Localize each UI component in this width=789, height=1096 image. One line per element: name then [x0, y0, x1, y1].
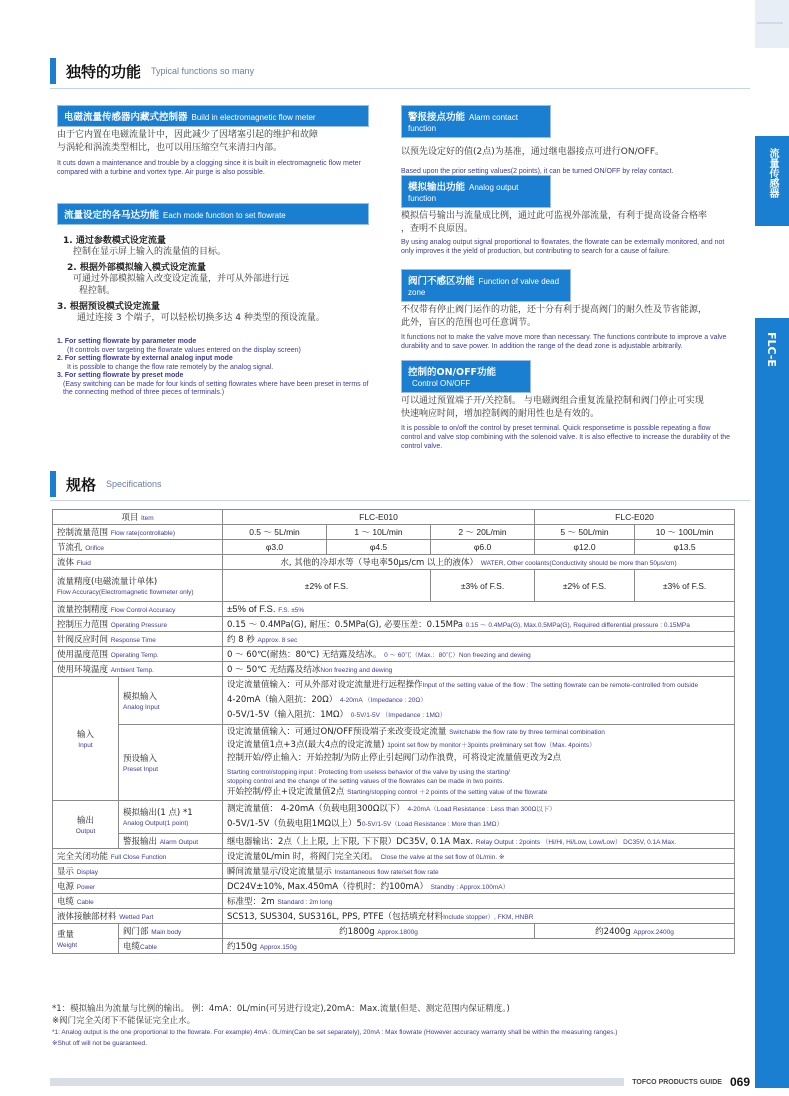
- cell-zh: 输出: [76, 815, 94, 826]
- weight-valve-label: [119, 924, 223, 939]
- side-tab-product-label: 流量传感器: [767, 148, 778, 198]
- cell-en: 0-5V/1-5V （Impedance : 1MΩ）: [350, 712, 447, 719]
- cell-zh: 显示: [57, 867, 75, 877]
- cell-en: Flow Accuracy(Electromagnetic flowmeter only): [57, 588, 194, 596]
- cell: 2 ～ 20L/min: [431, 525, 535, 540]
- table-row: [53, 939, 735, 954]
- mode-3-en-title: 3. For setting flowrate by preset mode: [57, 372, 184, 379]
- table-row: [53, 570, 735, 602]
- box-text-zh-2: 快速响应时间，增加控制阀的耐用性也是有效的。: [401, 409, 600, 419]
- cell-zh: 流体: [57, 558, 75, 568]
- cell-en: Alarm Output: [159, 839, 199, 846]
- cell: [223, 834, 735, 849]
- page-footer: [50, 1076, 750, 1088]
- cell-zh: 0 ～ 50℃ 无结露及结冰: [227, 665, 321, 675]
- cell-zh: 阀门部: [123, 927, 149, 937]
- cell-en: Approx.2400g: [633, 929, 674, 936]
- cell-zh: 完全关闭功能: [57, 852, 109, 862]
- cell-zh: 警报输出: [123, 837, 158, 847]
- box-title-zh: 阀门不感区功能: [408, 276, 475, 287]
- cell-zh: 约150g: [227, 942, 258, 952]
- cell-zh: 继电器输出：2点（上上限, 上下限, 下下限）DC35V, 0.1A Max.: [227, 837, 474, 847]
- cell-zh: 0.15 ～ 0.4MPa(G), 耐压：0.5MPa(G), 必要压差：0.15MPa: [227, 620, 463, 630]
- specs-subtitle: Specifications: [106, 479, 162, 489]
- cell-zh: 测定流量值： 4-20mA（负载电阻300Ω以下）: [227, 804, 405, 814]
- analog-input-label: [119, 677, 223, 725]
- cell-en: 1point set flow by monitor＋3points preliminary set flow（Max. 4points）: [387, 742, 596, 749]
- specs-heading: [50, 471, 162, 497]
- cell: [223, 801, 735, 834]
- cell: [223, 617, 735, 632]
- cell-en: Include stopper）, FKM, HNBR: [443, 914, 534, 921]
- row-label: [53, 540, 223, 555]
- row-label: [53, 555, 223, 570]
- table-row: [53, 834, 735, 849]
- cell-en: Approx. 8 sec: [257, 637, 298, 644]
- cell-zh: 流量精度(电磁流量计单体): [57, 576, 158, 587]
- cell-zh: 使用温度范围: [57, 650, 109, 660]
- cell-en: Ambient Temp.: [110, 667, 154, 674]
- cell-zh: DC24V±10%, Max.450mA（待机时：约100mA）: [227, 882, 428, 892]
- box-title-en: Analog output function: [408, 183, 519, 203]
- preset-line-4: Starting control/stopping input : Protecting from useless behavior of the valve by using the starting/: [227, 769, 510, 776]
- cell: [223, 909, 735, 924]
- table-row: [53, 540, 735, 555]
- cell-en: Main body: [151, 929, 182, 936]
- cell: [223, 602, 735, 617]
- table-row: [53, 909, 735, 924]
- feature-box-title: [401, 360, 531, 393]
- cell-zh: 流量控制精度: [57, 605, 109, 615]
- box-title-zh: 电磁流量传感器内藏式控制器: [64, 112, 188, 123]
- cell-zh: 标准型：2m: [227, 897, 275, 907]
- mode-1-body: 控制在显示屏上输入的流量值的目标。: [73, 247, 227, 257]
- cell-en: Weight: [57, 941, 78, 949]
- cell-zh: 电缆: [57, 897, 75, 907]
- cell-zh: 电源: [57, 882, 75, 892]
- cell: φ3.0: [223, 540, 327, 555]
- cell-zh: 开始控制/停止+设定流量值2点: [227, 787, 345, 797]
- cell-zh: 0-5V/1-5V（负载电阻1MΩ以上）5: [227, 819, 362, 829]
- cell-zh: 设定流量值1点+3点(最大4点的设定流量): [227, 740, 385, 750]
- cell: [223, 632, 735, 647]
- cell: φ12.0: [535, 540, 635, 555]
- box-title-en: Alarm contact function: [408, 113, 518, 133]
- cell-en: Display: [76, 869, 99, 876]
- cell-zh: ±5% of F.S.: [227, 603, 276, 615]
- features-title: 独特的功能: [66, 62, 142, 81]
- feature-box-title: [401, 175, 551, 208]
- cell-zh: 设定流量值输入：可通过ON/OFF预设端子来改变设定流量: [227, 727, 447, 737]
- preset-line-3: [227, 752, 730, 764]
- cell-en: Non freezing and dewing: [320, 667, 393, 674]
- cell: 0.5 ～ 5L/min: [223, 525, 327, 540]
- cell-en: 4-20mA（Load Resistance : Less than 300Ω以下）: [407, 806, 556, 813]
- table-row: [53, 801, 735, 834]
- cell-zh: 预设输入: [123, 753, 158, 764]
- box-text-en: It functions not to make the valve move more than necessary. The functions contribute to improve a valve durability and to save power. In addition the range of the dead zone is adjustable arbitrarily.: [401, 334, 727, 350]
- table-row: [53, 555, 735, 570]
- cell-en: Output: [75, 827, 96, 835]
- footnote-2-zh: ※阀门完全关闭下不能保证完全止水。: [52, 1016, 196, 1026]
- table-row: [53, 924, 735, 939]
- alarm-output-label: [119, 834, 223, 849]
- input-label: [53, 677, 119, 801]
- cell-en: Starting/stopping control ＋2 points of the setting value of the flowrate: [347, 789, 548, 796]
- cell-en: Flow Control Accuracy: [110, 607, 176, 614]
- cell: 5 ～ 50L/min: [535, 525, 635, 540]
- box-title-en: Build in electromagnetic flow meter: [191, 113, 316, 122]
- mode-1-title: 1. 通过参数模式设定流量: [63, 236, 166, 246]
- side-tab-product[interactable]: [755, 136, 789, 226]
- preset-line-5: stopping control and the change of the setting values of the flowrates can be made in two points.: [227, 778, 505, 785]
- cell: [223, 924, 535, 939]
- cell-en: Approx.150g: [259, 944, 297, 951]
- heading-bar: [50, 471, 56, 497]
- page-number: 069: [729, 1075, 750, 1089]
- row-label: [53, 894, 223, 909]
- row-label: [53, 602, 223, 617]
- mode-3-body: 通过连接 3 个端子，可以轻松切换多达 4 种类型的预设流量。: [77, 313, 325, 323]
- header-model-2: FLC-E020: [535, 510, 735, 525]
- row-label: [53, 647, 223, 662]
- cell-en: Switchable the flow rate by three terminal combination: [449, 729, 605, 736]
- cell-en: Analog Output(1 point): [123, 820, 189, 827]
- cell: ±2% of F.S.: [223, 570, 431, 602]
- cell: [223, 879, 735, 894]
- cell-en: Operating Temp.: [110, 652, 159, 659]
- table-row: [53, 879, 735, 894]
- cell: φ6.0: [431, 540, 535, 555]
- table-row: [53, 510, 735, 525]
- analog-input-line-1: [227, 678, 730, 693]
- cell: 10 ～ 100L/min: [635, 525, 735, 540]
- table-row: [53, 647, 735, 662]
- table-row: [53, 849, 735, 864]
- header-model-1: FLC-E010: [223, 510, 535, 525]
- box-title-zh: 控制的ON/OFF功能: [408, 367, 497, 378]
- table-row: [53, 617, 735, 632]
- cell: [223, 849, 735, 864]
- cell-en: Wetted Part: [119, 914, 154, 921]
- table-row: [53, 677, 735, 725]
- feature-box-title: [401, 105, 551, 138]
- cell-en: Analog Input: [123, 703, 160, 711]
- table-row: [53, 894, 735, 909]
- cell-en: Close the valve at the set flow of 0L/min. ※: [380, 854, 505, 861]
- feature-box-dead-zone: [401, 269, 731, 351]
- header-item: [53, 510, 223, 525]
- mode-3-en-body: (Easy switching can be made for four kinds of setting flowrates where have been preset in terms of the connecting method of three pieces of terminals.): [63, 380, 369, 396]
- cell-zh: 针阀反应时间: [57, 635, 109, 645]
- cell-zh: 0-5V/1-5V（输入阻抗：1MΩ）: [227, 710, 348, 720]
- mode-2-body-2: 程控制。: [79, 286, 116, 296]
- mode-2-title: 2. 根据外部模拟输入模式设定流量: [67, 263, 206, 273]
- weight-label: [53, 924, 119, 954]
- cell-en: F.S. ±5%: [278, 606, 305, 614]
- cell: [223, 894, 735, 909]
- cell: [223, 725, 735, 801]
- preset-line-1: [227, 726, 730, 739]
- cell-en: Item: [141, 515, 154, 522]
- box-text-zh-2: 与涡轮和涡流类型相比，也可以用压缩空气来清扫内部。: [57, 143, 283, 153]
- footnote-1-zh: *1：模拟输出为流量与比例的输出。 例：4mA：0L/min(可另进行设定),20mA：Max.流量(但是、测定范围内保证精度。): [52, 1004, 510, 1014]
- cell-zh: 模拟输出(1 点) *1: [123, 808, 193, 818]
- box-text-zh-2: ，查明不良原因。: [401, 224, 474, 234]
- features-rule: [50, 88, 750, 89]
- analog-output-line-1: [227, 802, 730, 817]
- mode-3-title: 3. 根据预设模式设定流量: [57, 302, 160, 312]
- cell-zh: 控制流量范围: [57, 528, 109, 538]
- feature-box-analog-output: [401, 175, 731, 256]
- footnote-1-en: *1: Analog output is the one proportional to the flowrate. For example) 4mA : 0L/min(Can be set separately), 20mA : Max flowrate (However accuracy warranty shall be within the measuring ranges.): [52, 1029, 618, 1036]
- cell-en: Operating Pressure: [110, 622, 168, 629]
- cell: ±2% of F.S.: [535, 570, 635, 602]
- cell-zh: 瞬间流量显示/设定流量显示: [227, 867, 332, 877]
- table-row: [53, 525, 735, 540]
- preset-line-6: [227, 786, 730, 799]
- cell-zh: 使用环境温度: [57, 665, 109, 675]
- cell: [223, 677, 735, 725]
- cell-en: Fluid: [76, 560, 91, 567]
- cell-zh: 项目: [121, 513, 139, 523]
- cell-zh: 控制压力范围: [57, 620, 109, 630]
- box-title-en: Control ON/OFF: [412, 379, 471, 388]
- preset-input-label: [119, 725, 223, 801]
- cell-en: Preset Input: [123, 765, 159, 773]
- box-text-en: It is possible to on/off the control by preset terminal. Quick responsetime is possible repeating a flow control and valve stop combining with the solenoid valve. It is also effective to increase the durability of the control valve.: [401, 425, 731, 450]
- box-title-en: Each mode function to set flowrate: [163, 211, 286, 220]
- row-label: [53, 849, 223, 864]
- side-tab-top: [755, 0, 789, 48]
- box-title-zh: 模拟输出功能: [408, 182, 466, 193]
- specs-title: 规格: [66, 475, 97, 494]
- cell-en: 0 ～ 60℃（Max.：80℃）Non freezing and dewing: [384, 652, 531, 659]
- footer-guide: TOFCO PRODUCTS GUIDE: [632, 1078, 722, 1086]
- cell: [223, 864, 735, 879]
- cell-en: Power: [76, 884, 96, 891]
- feature-box-title: [401, 269, 571, 302]
- cell-zh: 模拟输入: [123, 691, 158, 702]
- cell-en: Flow rate(controllable): [110, 530, 176, 537]
- box-text-zh-1: 可以通过预置端子开/关控制。 与电磁阀组合重复流量控制和阀门停止可实现: [401, 396, 704, 406]
- feature-box-modes: [57, 203, 369, 398]
- features-subtitle: Typical functions so many: [151, 66, 255, 76]
- feature-box-title: [57, 203, 369, 225]
- box-text-zh-2: 此外，盲区的范围也可任意调节。: [401, 318, 537, 328]
- row-label: [53, 632, 223, 647]
- cell-zh: 控制开始/停止输入：开始控制/为防止停止引起阀门动作浪费，可将设定流量值更改为2点: [227, 753, 562, 763]
- cell-zh: 节流孔: [57, 543, 83, 553]
- cell-zh: 4-20mA（输入阻抗：20Ω）: [227, 695, 338, 705]
- row-label: [53, 570, 223, 602]
- side-tab-model-label: FLC-E: [765, 332, 778, 367]
- analog-output-label: [119, 801, 223, 834]
- table-row: [53, 662, 735, 677]
- mode-1-en-title: 1. For setting flowrate by parameter mode: [57, 338, 197, 345]
- box-text-zh-1: 模拟信号输出与流量成比例，通过此可监视外部流量，有利于提高设备合格率: [401, 211, 708, 221]
- cell-en: 4-20mA （Impedance : 20Ω）: [339, 697, 427, 704]
- cell: [223, 555, 735, 570]
- box-text-en: Based upon the prior setting values(2 points), it can be turned ON/OFF by relay contact.: [401, 168, 674, 175]
- cell-en: Orifice: [85, 545, 104, 552]
- analog-input-line-2: [227, 693, 730, 708]
- mode-2-en-title: 2. For setting flowrate by external analog input mode: [57, 355, 233, 362]
- cell-en: 0-5V/1-5V（Load Resistance : More than 1MΩ）: [361, 821, 503, 828]
- box-title-zh: 警报接点功能: [408, 112, 466, 123]
- cell: [535, 924, 735, 939]
- mode-1-en-body: (It controls over targeting the flowrate values entered on the display screen): [67, 346, 301, 354]
- cell-zh: SCS13, SUS304, SUS316L, PPS, PTFE（包括填充材料: [227, 912, 444, 922]
- cell-en: Relay Output : 2points （Hi/Hi, Hi/Low, Low/Low） DC35V, 0.1A Max.: [475, 839, 677, 846]
- table-row: [53, 725, 735, 801]
- cell: [223, 647, 735, 662]
- feature-box-title: [57, 105, 369, 127]
- cell-en: Cable: [76, 899, 94, 906]
- row-label: [53, 879, 223, 894]
- mode-2-body-1: 可通过外部模拟输入改变设定流量，并可从外部进行远: [73, 274, 290, 284]
- box-title-zh: 流量设定的各马达功能: [64, 210, 160, 221]
- feature-box-alarm: [401, 105, 731, 176]
- cell-en: WATER, Other coolants(Conductivity should be more than 50μs/cm): [480, 560, 677, 567]
- heading-bar: [50, 58, 56, 84]
- box-text-en: It cuts down a maintenance and trouble by a clogging since it is built in electromagnetic flow meter compared with a turbine and vortex type. Air purge is also possible.: [57, 160, 361, 176]
- cell-en: Input: [78, 741, 93, 749]
- cell-en: Full Close Function: [110, 854, 167, 861]
- cell-zh: 液体接触部材料: [57, 912, 117, 922]
- cell-zh: 设定流量值输入：可从外部对设定流量进行远程操作: [227, 680, 423, 690]
- cell-zh: 0 ～ 60℃(耐热：80℃) 无结露及结冰。: [227, 650, 382, 660]
- mode-list-en: [57, 338, 369, 398]
- cell-zh: 设定流量0L/min 时，将阀门完全关闭。: [227, 852, 378, 862]
- cell: φ4.5: [327, 540, 431, 555]
- side-tab-model[interactable]: [755, 318, 789, 1088]
- analog-input-line-3: [227, 708, 730, 723]
- table-row: [53, 864, 735, 879]
- cell: [223, 662, 735, 677]
- cell-zh: 电缆: [123, 942, 141, 952]
- box-title-en: Function of valve dead zone: [408, 277, 560, 297]
- table-row: [53, 632, 735, 647]
- preset-line-2: [227, 739, 730, 752]
- mode-list: [57, 233, 369, 324]
- cell: 1 ～ 10L/min: [327, 525, 431, 540]
- table-row: [53, 602, 735, 617]
- cell: [223, 939, 735, 954]
- spec-table: [52, 509, 735, 954]
- cell: φ13.5: [635, 540, 735, 555]
- box-text-zh-1: 不仅带有停止阀门运作的功能，还十分有利于提高阀门的耐久性及节省能源，: [401, 305, 708, 315]
- box-text-zh-1: 由于它内置在电磁流量计中，因此减少了因堵塞引起的维护和故障: [57, 130, 319, 140]
- output-label: [53, 801, 119, 849]
- cell-zh: 约2400g: [595, 927, 631, 937]
- feature-box-flowmeter: [57, 105, 369, 177]
- cell-zh: 水, 其他的冷却水等（导电率50μs/cm 以上的液体）: [280, 558, 478, 568]
- cell-en: Approx.1800g: [377, 929, 418, 936]
- box-text-en: By using analog output signal proportional to flowrates, the flowrate can be externally monitored, and not only improves it the yield of production, but contributing to search for a cause of failure.: [401, 239, 725, 255]
- box-text-zh: 以预先设定好的值(2点)为基准，通过继电器接点可进行ON/OFF。: [401, 147, 665, 157]
- specs-rule: [50, 500, 750, 501]
- cell-zh: 约1800g: [339, 927, 375, 937]
- cell-zh: 重量: [57, 929, 75, 940]
- row-label: [53, 617, 223, 632]
- cell-zh: 约 8 秒: [227, 635, 255, 645]
- row-label: [53, 662, 223, 677]
- cell: ±3% of F.S.: [431, 570, 535, 602]
- footnote-2-en: ※Shut off will not be guaranteed.: [52, 1040, 147, 1047]
- analog-output-line-2: [227, 817, 730, 832]
- features-heading: [50, 58, 254, 84]
- row-label: [53, 525, 223, 540]
- cell-en: Input of the setting value of the flow : The setting flowrate can be remote-controlled from outside: [422, 682, 699, 689]
- mode-2-en-body: It is possible to change the flow rate remotely by the analog signal.: [67, 363, 274, 371]
- footer-rule: [50, 1078, 624, 1086]
- footnotes: [52, 1003, 742, 1049]
- cell-en: Standard : 2m long: [277, 899, 333, 906]
- weight-cable-label: [119, 939, 223, 954]
- cell-en: Cable: [140, 944, 157, 951]
- row-label: [53, 864, 223, 879]
- cell-en: Standby : Approx.100mA）: [430, 884, 510, 891]
- cell: ±3% of F.S.: [635, 570, 735, 602]
- cell-en: Instantaneous flow rate/set flow rate: [334, 869, 439, 876]
- cell-en: Response Time: [110, 637, 156, 644]
- feature-box-control-onoff: [401, 360, 731, 451]
- row-label: [53, 909, 223, 924]
- cell-en: 0.15 ～ 0.4MPa(G), Max.0.5MPa(G), Required differential pressure : 0.15MPa: [465, 622, 690, 629]
- cell-zh: 输入: [76, 729, 94, 740]
